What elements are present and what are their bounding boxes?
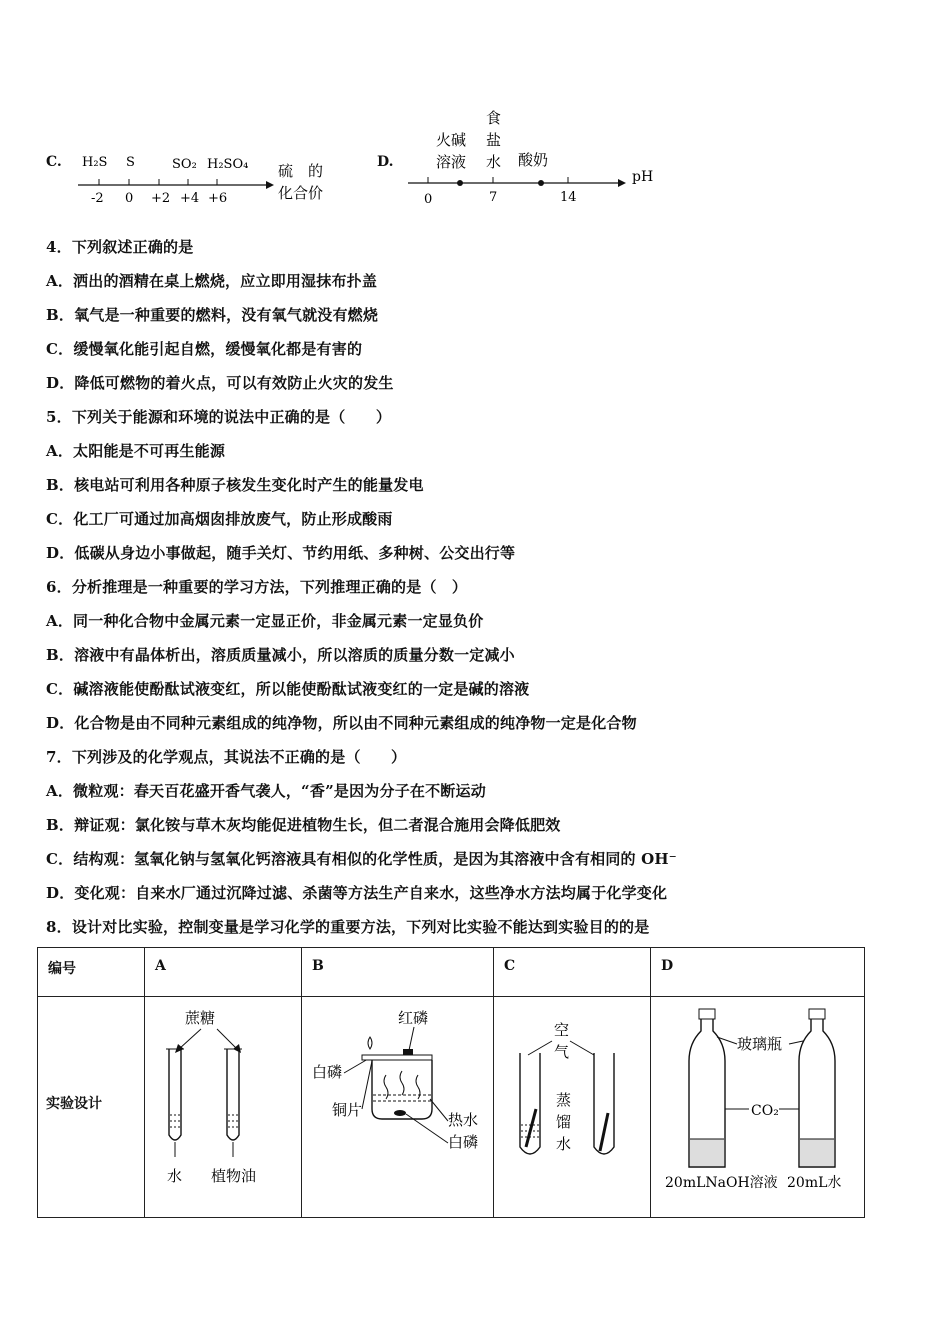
- hot-water-label: 热水: [448, 1111, 479, 1129]
- ph-tick-0: 0: [424, 192, 433, 207]
- q6-option-d: D．化合物是由不同种元素组成的纯净物，所以由不同种元素组成的纯净物一定是化合物: [46, 714, 637, 732]
- white-phosphorus-top-label: 白磷: [312, 1063, 343, 1081]
- tick-plus6: +6: [208, 191, 228, 206]
- q4-option-d: D．降低可燃物的着火点，可以有效防止火灾的发生: [46, 374, 394, 392]
- naoh-solution-label: 20mLNaOH溶液: [665, 1175, 778, 1191]
- q3-option-d-label: D.: [377, 154, 394, 170]
- experiment-table: [37, 947, 865, 1218]
- axis-label-line1: 硫 的: [278, 162, 324, 180]
- tick-minus2: -2: [91, 191, 104, 206]
- oxidation-state-axis: [70, 148, 350, 208]
- caustic-soda-label-2: 溶液: [436, 153, 467, 171]
- caustic-soda-label-1: 火碱: [436, 131, 467, 149]
- q7-option-b: B．辩证观：氯化铵与草木灰均能促进植物生长，但二者混合施用会降低肥效: [46, 816, 561, 834]
- cell-c: [494, 997, 651, 1218]
- q5-option-b: B．核电站可利用各种原子核发生变化时产生的能量发电: [46, 476, 424, 494]
- salt-water-label-1: 食: [486, 109, 502, 127]
- header-d: D: [651, 948, 865, 997]
- veg-oil-label: 植物油: [211, 1167, 257, 1185]
- q7-option-a: A．微粒观：春天百花盛开香气袭人，“香”是因为分子在不断运动: [46, 782, 486, 800]
- water-20ml-label: 20mL水: [787, 1175, 842, 1191]
- q3-option-c-label: C.: [46, 154, 62, 170]
- co2-label: CO₂: [751, 1103, 779, 1119]
- distilled-water-label-2: 馏: [556, 1113, 572, 1131]
- ph-axis: [400, 105, 670, 210]
- q5-option-c: C．化工厂可通过加高烟囱排放废气，防止形成酸雨: [46, 510, 393, 528]
- salt-water-label-2: 盐: [486, 131, 502, 149]
- red-phosphorus-label: 红磷: [398, 1009, 429, 1027]
- distilled-water-label-1: 蒸: [556, 1091, 572, 1109]
- co2-absorption-diagram: [651, 997, 864, 1217]
- axis-label-line2: 化合价: [278, 184, 324, 202]
- glass-bottle-label: 玻璃瓶: [737, 1035, 783, 1053]
- distilled-water-label-3: 水: [556, 1135, 572, 1153]
- air-label-2: 气: [554, 1043, 570, 1061]
- q5-option-d: D．低碳从身边小事做起，随手关灯、节约用纸、多种树、公交出行等: [46, 544, 516, 562]
- header-c: C: [494, 948, 651, 997]
- header-a: A: [145, 948, 302, 997]
- species-so2: SO₂: [172, 157, 197, 172]
- copper-sheet-label: 铜片: [332, 1101, 363, 1119]
- species-h2s: H₂S: [82, 155, 108, 170]
- salt-water-label-3: 水: [486, 153, 502, 171]
- q6-option-a: A．同一种化合物中金属元素一定显正价，非金属元素一定显负价: [46, 612, 484, 630]
- header-number: 编号: [38, 948, 145, 997]
- species-h2so4: H₂SO₄: [207, 157, 249, 172]
- q7-option-d: D．变化观：自来水厂通过沉降过滤、杀菌等方法生产自来水，这些净水方法均属于化学变化: [46, 884, 668, 902]
- cell-b: [302, 997, 494, 1218]
- table-header-row: [38, 948, 865, 997]
- q4-option-c: C．缓慢氧化能引起自燃，缓慢氧化都是有害的: [46, 340, 363, 358]
- species-s: S: [126, 155, 135, 170]
- tick-0: 0: [125, 191, 134, 206]
- header-b: B: [302, 948, 494, 997]
- question-4-stem: 4．下列叙述正确的是: [46, 238, 194, 256]
- cell-d: [651, 997, 865, 1218]
- cell-a: [145, 997, 302, 1218]
- question-6-stem: 6．分析推理是一种重要的学习方法，下列推理正确的是（ ）: [46, 578, 468, 596]
- water-label: 水: [167, 1167, 183, 1185]
- ph-tick-7: 7: [489, 190, 498, 205]
- q4-option-b: B．氧气是一种重要的燃料，没有氧气就没有燃烧: [46, 306, 379, 324]
- yogurt-label: 酸奶: [518, 151, 549, 169]
- sugar-solubility-diagram: [145, 997, 301, 1217]
- ph-axis-label: pH: [632, 169, 654, 185]
- q7-option-c: C．结构观：氢氧化钠与氢氧化钙溶液具有相似的化学性质，是因为其溶液中含有相同的 OH⁻: [46, 850, 677, 868]
- air-label-1: 空: [554, 1021, 570, 1039]
- q4-option-a: A．洒出的酒精在桌上燃烧，应立即用湿抹布扑盖: [46, 272, 378, 290]
- phosphorus-combustion-diagram: [302, 997, 493, 1217]
- row-label-design: 实验设计: [38, 997, 145, 1218]
- table-design-row: [38, 997, 865, 1218]
- sugar-label: 蔗糖: [185, 1009, 216, 1027]
- tick-plus4: +4: [180, 191, 200, 206]
- q6-option-b: B．溶液中有晶体析出，溶质质量减小，所以溶质的质量分数一定减小: [46, 646, 515, 664]
- question-5-stem: 5．下列关于能源和环境的说法中正确的是（ ）: [46, 408, 392, 426]
- q5-option-a: A．太阳能是不可再生能源: [46, 442, 226, 460]
- white-phosphorus-bottom-label: 白磷: [448, 1133, 479, 1151]
- iron-rust-diagram: [494, 997, 650, 1217]
- question-8-stem: 8．设计对比实验，控制变量是学习化学的重要方法，下列对比实验不能达到实验目的的是: [46, 918, 650, 936]
- question-7-stem: 7．下列涉及的化学观点，其说法不正确的是（ ）: [46, 748, 407, 766]
- ph-tick-14: 14: [560, 190, 577, 205]
- tick-plus2: +2: [151, 191, 171, 206]
- q6-option-c: C．碱溶液能使酚酞试液变红，所以能使酚酞试液变红的一定是碱的溶液: [46, 680, 530, 698]
